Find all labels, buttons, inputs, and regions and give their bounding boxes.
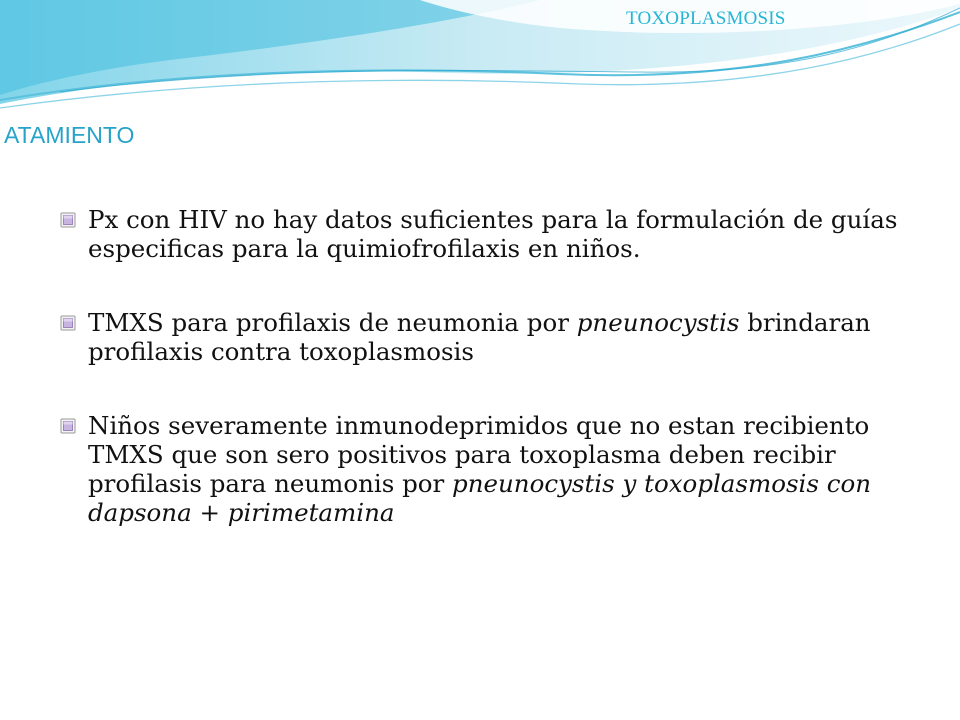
bullet-list	[60, 205, 920, 572]
bullet-text-segment: brindaran profilaxis contra toxoplasmosis	[88, 308, 871, 366]
bullet-text	[88, 308, 920, 366]
bullet-text-segment: Niños severamente inmunodeprimidos que no estan recibiento TMXS que son sero positivos para toxoplasma deben recibir profilasis para neumonis por	[88, 411, 870, 498]
slide-title: ATAMIENTO	[4, 122, 135, 148]
bullet-item	[60, 308, 920, 366]
bullet-text	[88, 411, 920, 527]
bullet-text-segment: Px con HIV no hay datos suficientes para la formulación de guías especificas para la quimiofrofilaxis en niños.	[88, 205, 898, 263]
header-topic-label: TOXOPLASMOSIS	[626, 8, 786, 29]
bullet-square-icon	[60, 418, 76, 434]
bullet-square-icon	[60, 315, 76, 331]
bullet-text-italic: pneunocystis y toxoplasmosis con dapsona + pirimetamina	[88, 469, 871, 527]
bullet-item	[60, 411, 920, 527]
bullet-text-italic: pneunocystis	[576, 308, 740, 337]
bullet-item	[60, 205, 920, 263]
bullet-text-segment: TMXS para profilaxis de neumonia por	[88, 308, 577, 337]
header-wave-decoration	[0, 0, 960, 120]
bullet-text	[88, 205, 920, 263]
bullet-square-icon	[60, 212, 76, 228]
